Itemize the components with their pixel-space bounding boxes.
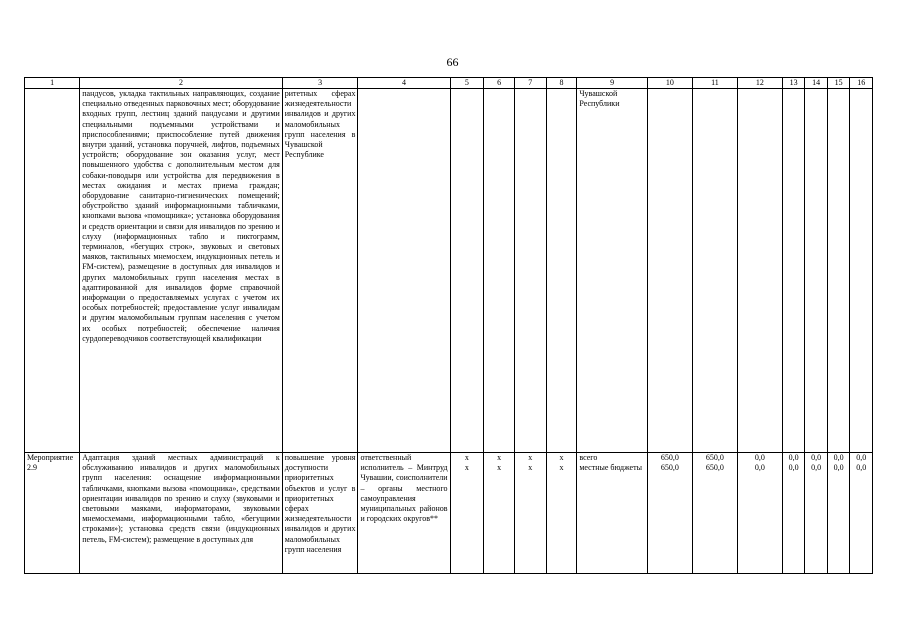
column-number: 16 (850, 78, 873, 89)
funding-source-local: местные бюджеты (579, 463, 642, 473)
amount-value: 0,0 (811, 453, 822, 462)
code-cell (450, 453, 484, 574)
event-description-cell: Адаптация зданий местных администраций к обслуживанию инвалидов и других маломобильных групп населения: оснащение информационными табличками, кнопками вызова «помощника», средствами ориентации инвалидов по зрению и слуху (звуковыми и световыми маяками, информаторами, звуковыми мнемосхемами, информационными табло, «бегущими строками»); установка средств связи (индукционных петель, FM-систем); размещение в доступных для (80, 453, 283, 574)
column-number: 2 (80, 78, 283, 89)
column-number: 15 (827, 78, 850, 89)
amount-value: 0,0 (754, 463, 765, 473)
executor-cell (358, 89, 450, 453)
amount-value: 0,0 (754, 453, 765, 462)
amount-cell (850, 453, 873, 574)
amount-cell (737, 453, 782, 574)
table-row (25, 453, 873, 574)
code-cell (450, 89, 484, 453)
funding-source-total: всего (579, 453, 598, 462)
code-value: x (464, 463, 469, 473)
code-cell (514, 89, 546, 453)
executor-cell: ответственный исполнитель – Минтруд Чувашии, соисполнители – органы местного самоуправления муниципальных районов и городских округов** (358, 453, 450, 574)
program-table (24, 77, 873, 574)
amount-value: 650,0 (705, 453, 724, 462)
code-value: x (497, 453, 502, 462)
column-number: 3 (282, 78, 358, 89)
code-cell (514, 453, 546, 574)
expected-result-cell: ритетных сферах жизнедеятельности инвалидов и других маломобильных групп населения в Чувашской Республике (282, 89, 358, 453)
event-description-cell: пандусов, укладка тактильных направляющих, создание специально отведенных парковочных мест; оборудование входных групп, лестниц зданий пандусами и другими специальными подъемными устройствами и приспособлениями; приспособление путей движения внутри зданий, установка поручней, лифтов, подъемных устройств; оборудование зон оказания услуг, мест повышенного удобства с дополнительным местом для собаки-поводыря или устройства для передвижения в местах ожидания и местах приема граждан; оборудование санитарно-гигиенических помещений; обустройство зданий информационными табличками, кнопками вызова «помощника»; установка оборудования и средств ориентации и связи для инвалидов по зрению и слуху (информационных табло и пиктограмм, терминалов, «бегущих строк», звуковых и световых маяков, тактильных мнемосхем, индукционных петель и FM-систем), размещение в доступных для инвалидов и других маломобильных групп населения местах в адаптированной для инвалидов форме справочной информации о предоставляемых услугах с учетом их особых потребностей; предоставление услуг инвалидам и другим маломобильным группам населения с учетом их особых потребностей; обеспечение наличия сурдопереводчиков соответствующей квалификации (80, 89, 283, 453)
table-row (25, 89, 873, 453)
code-cell (484, 453, 515, 574)
amount-cell (850, 89, 873, 453)
column-number: 13 (782, 78, 805, 89)
amount-value: 0,0 (788, 463, 799, 473)
column-number: 7 (514, 78, 546, 89)
column-number: 11 (692, 78, 737, 89)
event-name-cell: Мероприятие 2.9 (25, 453, 80, 574)
column-number: 9 (577, 78, 648, 89)
column-number: 12 (737, 78, 782, 89)
column-number-row (25, 78, 873, 89)
column-number: 5 (450, 78, 484, 89)
column-number: 6 (484, 78, 515, 89)
column-number: 4 (358, 78, 450, 89)
event-name-cell (25, 89, 80, 453)
amount-cell (647, 453, 692, 574)
code-cell (546, 453, 577, 574)
amount-cell (737, 89, 782, 453)
column-number: 10 (647, 78, 692, 89)
amount-value: 0,0 (833, 453, 844, 462)
amount-cell (647, 89, 692, 453)
column-number: 1 (25, 78, 80, 89)
funding-source-cell: Чувашской Республики (577, 89, 648, 453)
code-value: x (559, 453, 564, 462)
amount-value: 650,0 (660, 463, 679, 473)
amount-value: 650,0 (705, 463, 724, 473)
page-number: 66 (446, 55, 459, 69)
amount-cell (805, 453, 828, 574)
code-value: x (497, 463, 502, 473)
code-value: x (464, 453, 469, 462)
amount-value: 0,0 (833, 463, 844, 473)
code-value: x (528, 453, 533, 462)
code-cell (546, 89, 577, 453)
amount-value: 0,0 (856, 463, 867, 473)
amount-value: 0,0 (811, 463, 822, 473)
amount-value: 0,0 (856, 453, 867, 462)
amount-cell (782, 453, 805, 574)
column-number: 14 (805, 78, 828, 89)
amount-value: 650,0 (660, 453, 679, 462)
code-cell (484, 89, 515, 453)
column-number: 8 (546, 78, 577, 89)
code-value: x (559, 463, 564, 473)
expected-result-cell: повышение уровня доступности приоритетных объектов и услуг в приоритетных сферах жизнедеятельности инвалидов и других маломобильных групп населения (282, 453, 358, 574)
amount-cell (692, 453, 737, 574)
amount-cell (827, 89, 850, 453)
amount-value: 0,0 (788, 453, 799, 462)
amount-cell (782, 89, 805, 453)
amount-cell (827, 453, 850, 574)
funding-source-cell (577, 453, 648, 574)
amount-cell (805, 89, 828, 453)
amount-cell (692, 89, 737, 453)
code-value: x (528, 463, 533, 473)
